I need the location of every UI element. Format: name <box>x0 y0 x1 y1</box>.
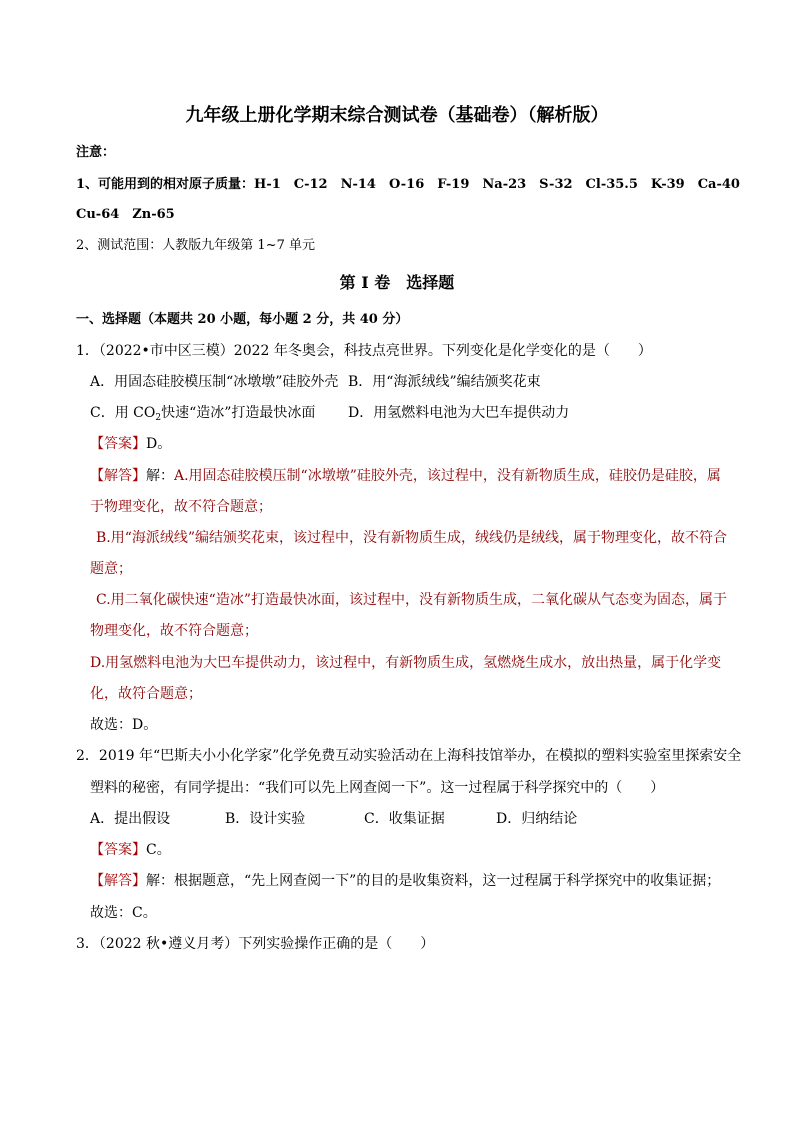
part-heading: 一、选择题（本题共 20 小题，每小题 2 分，共 40 分） <box>76 312 409 327</box>
note-atomic-masses-cont: Cu-64 Zn-65 <box>76 207 175 222</box>
question-1-analysis-b: B.用“海派绒线”编结颁奖花束，该过程中，没有新物质生成，绒线仍是绒线，属于物理变化，故不符合 <box>96 530 728 546</box>
question-1-option-c: C．用 $CO_2$快速“造冰”打造最快冰面 <box>90 405 316 423</box>
question-1-analysis-a: 【解答】解：A.用固态硅胶模压制“冰墩墩”硅胶外壳，该过程中，没有新物质生成，硅胶仍是硅胶，属 <box>90 468 721 484</box>
question-2-stem: 2．2019 年“巴斯夫小小化学家”化学免费互动实验活动在上海科技馆举办，在模拟的塑料实验室里探索安全 <box>76 748 742 764</box>
question-1-option-d: D．用氢燃料电池为大巴车提供动力 <box>348 405 570 421</box>
question-1-option-b: B．用“海派绒线”编结颁奖花束 <box>348 374 541 390</box>
question-2-option-b: B．设计实验 <box>225 811 306 827</box>
question-1-analysis-a-cont: 于物理变化，故不符合题意； <box>90 499 272 515</box>
note-test-scope: 2、测试范围：人教版九年级第 1~7 单元 <box>76 238 315 253</box>
question-2-choice: 故选：C。 <box>90 905 157 921</box>
question-2-answer: 【答案】C。 <box>90 842 171 858</box>
question-2-stem-cont: 塑料的秘密，有同学提出：“我们可以先上网查阅一下”。这一过程属于科学探究中的（ ） <box>90 780 665 796</box>
section-heading: 第 I 卷 选择题 <box>339 273 455 292</box>
question-2-option-a: A．提出假设 <box>90 811 171 827</box>
note-atomic-masses: 1、可能用到的相对原子质量：H-1 C-12 N-14 O-16 F-19 Na-23 S-32 Cl-35.5 K-39 Ca-40 <box>76 177 740 192</box>
question-2-option-d: D．归纳结论 <box>496 811 578 827</box>
question-1-stem: 1．（2022•市中区三模）2022 年冬奥会，科技点亮世界。下列变化是化学变化的是（ ） <box>76 343 652 359</box>
page-title: 九年级上册化学期末综合测试卷（基础卷）（解析版） <box>185 105 609 126</box>
question-1-analysis-c: C.用二氧化碳快速“造冰”打造最快冰面，该过程中，没有新物质生成，二氧化碳从气态变为固态，属于 <box>96 592 727 608</box>
question-1-choice: 故选：D。 <box>90 717 158 733</box>
question-1-answer: 【答案】D。 <box>90 436 172 452</box>
question-3-stem: 3．（2022 秋•遵义月考）下列实验操作正确的是（ ） <box>76 936 435 952</box>
question-1-analysis-c-cont: 物理变化，故不符合题意； <box>90 623 258 639</box>
question-1-option-a: A．用固态硅胶模压制“冰墩墩”硅胶外壳 <box>90 374 339 390</box>
question-1-analysis-b-cont: 题意； <box>90 561 132 577</box>
question-1-analysis-d: D.用氢燃料电池为大巴车提供动力，该过程中，有新物质生成，氢燃烧生成水，放出热量，属于化学变 <box>90 655 722 671</box>
question-2-analysis: 【解答】解：根据题意，“先上网查阅一下”的目的是收集资料，这一过程属于科学探究中的收集证据； <box>90 873 721 889</box>
question-2-option-c: C．收集证据 <box>364 811 445 827</box>
note-label: 注意： <box>76 145 116 160</box>
question-1-analysis-d-cont: 化，故符合题意； <box>90 686 202 702</box>
